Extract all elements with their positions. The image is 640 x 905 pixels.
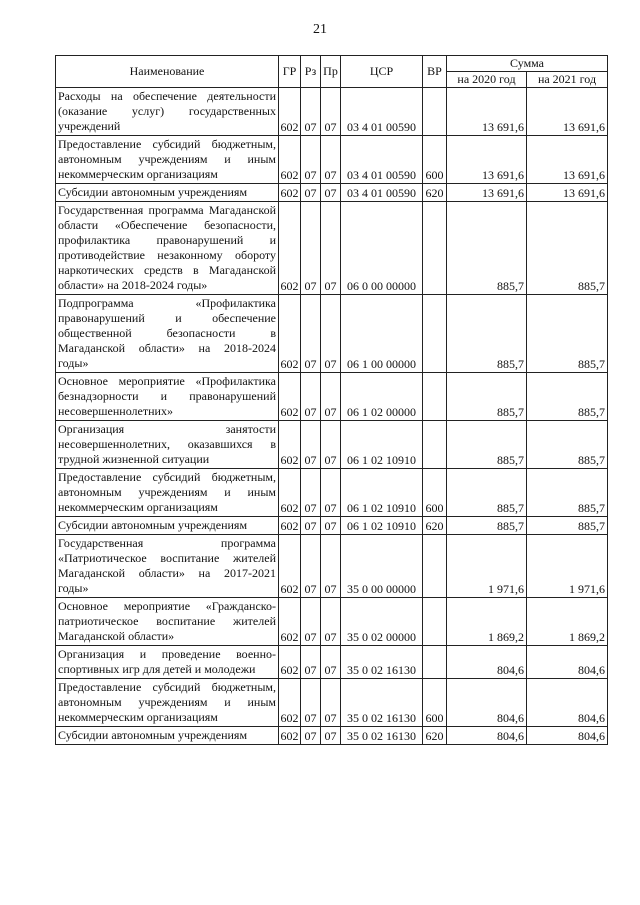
table-row — [56, 184, 608, 202]
row-sum-2020: 13 691,6 — [447, 184, 527, 202]
row-rz: 07 — [301, 469, 321, 517]
header-name: Наименование — [56, 56, 279, 88]
row-sum-2020: 885,7 — [447, 295, 527, 373]
row-sum-2020: 1 869,2 — [447, 598, 527, 646]
row-gr: 602 — [279, 469, 301, 517]
row-pr: 07 — [321, 727, 341, 745]
table-row — [56, 88, 608, 136]
row-rz: 07 — [301, 535, 321, 598]
row-name: Организация и проведение военно-спортивных игр для детей и молодежи — [56, 646, 279, 679]
row-name: Подпрограмма «Профилактика правонарушений и обеспечение общественной безопасности в Магаданской области» на 2018-2024 годы» — [56, 295, 279, 373]
row-pr: 07 — [321, 295, 341, 373]
row-sum-2021: 1 869,2 — [527, 598, 608, 646]
row-rz: 07 — [301, 136, 321, 184]
table-row — [56, 535, 608, 598]
row-rz: 07 — [301, 598, 321, 646]
row-pr: 07 — [321, 373, 341, 421]
row-sum-2021: 13 691,6 — [527, 136, 608, 184]
table-row — [56, 469, 608, 517]
row-sum-2021: 13 691,6 — [527, 88, 608, 136]
row-rz: 07 — [301, 295, 321, 373]
table-row — [56, 202, 608, 295]
row-gr: 602 — [279, 727, 301, 745]
row-rz: 07 — [301, 373, 321, 421]
row-sum-2021: 885,7 — [527, 373, 608, 421]
row-csr: 03 4 01 00590 — [341, 136, 423, 184]
row-sum-2020: 885,7 — [447, 421, 527, 469]
row-sum-2020: 13 691,6 — [447, 136, 527, 184]
row-sum-2021: 804,6 — [527, 646, 608, 679]
row-sum-2021: 1 971,6 — [527, 535, 608, 598]
row-name: Предоставление субсидий бюджетным, автономным учреждениям и иным некоммерческим организациям — [56, 469, 279, 517]
row-rz: 07 — [301, 202, 321, 295]
row-pr: 07 — [321, 646, 341, 679]
table-row — [56, 679, 608, 727]
row-vr: 620 — [423, 727, 447, 745]
row-csr: 06 0 00 00000 — [341, 202, 423, 295]
row-csr: 06 1 02 10910 — [341, 517, 423, 535]
row-vr — [423, 535, 447, 598]
row-csr: 35 0 00 00000 — [341, 535, 423, 598]
row-sum-2021: 885,7 — [527, 469, 608, 517]
header-vr: ВР — [423, 56, 447, 88]
table-row — [56, 421, 608, 469]
row-pr: 07 — [321, 136, 341, 184]
row-sum-2021: 885,7 — [527, 202, 608, 295]
row-gr: 602 — [279, 136, 301, 184]
row-pr: 07 — [321, 469, 341, 517]
header-gr: ГР — [279, 56, 301, 88]
row-vr — [423, 202, 447, 295]
row-pr: 07 — [321, 421, 341, 469]
row-vr — [423, 373, 447, 421]
row-csr: 35 0 02 16130 — [341, 646, 423, 679]
row-name: Субсидии автономным учреждениям — [56, 517, 279, 535]
header-sum: Сумма — [447, 56, 608, 72]
row-sum-2020: 885,7 — [447, 517, 527, 535]
row-pr: 07 — [321, 679, 341, 727]
header-year-2020: на 2020 год — [447, 72, 527, 88]
row-sum-2021: 885,7 — [527, 517, 608, 535]
row-csr: 06 1 02 10910 — [341, 421, 423, 469]
row-gr: 602 — [279, 517, 301, 535]
row-pr: 07 — [321, 88, 341, 136]
row-pr: 07 — [321, 535, 341, 598]
row-vr: 620 — [423, 184, 447, 202]
row-csr: 35 0 02 16130 — [341, 679, 423, 727]
row-name: Государственная программа Магаданской области «Обеспечение безопасности, профилактика правонарушений и противодействие незаконному обороту наркотических средств в Магаданской области» на 2018-2024 годы» — [56, 202, 279, 295]
row-gr: 602 — [279, 421, 301, 469]
row-vr — [423, 598, 447, 646]
row-gr: 602 — [279, 598, 301, 646]
row-sum-2020: 885,7 — [447, 373, 527, 421]
row-sum-2021: 13 691,6 — [527, 184, 608, 202]
row-sum-2021: 804,6 — [527, 727, 608, 745]
row-vr: 620 — [423, 517, 447, 535]
row-vr: 600 — [423, 679, 447, 727]
row-csr: 06 1 02 10910 — [341, 469, 423, 517]
table-row — [56, 136, 608, 184]
row-gr: 602 — [279, 679, 301, 727]
row-sum-2021: 885,7 — [527, 295, 608, 373]
table-row — [56, 727, 608, 745]
row-gr: 602 — [279, 373, 301, 421]
table-row — [56, 295, 608, 373]
row-pr: 07 — [321, 184, 341, 202]
header-rz: Рз — [301, 56, 321, 88]
table-row — [56, 517, 608, 535]
row-sum-2020: 804,6 — [447, 679, 527, 727]
row-gr: 602 — [279, 646, 301, 679]
row-rz: 07 — [301, 88, 321, 136]
row-name: Субсидии автономным учреждениям — [56, 184, 279, 202]
row-vr: 600 — [423, 136, 447, 184]
row-vr — [423, 646, 447, 679]
row-rz: 07 — [301, 646, 321, 679]
row-sum-2020: 1 971,6 — [447, 535, 527, 598]
table-row — [56, 373, 608, 421]
page-number: 21 — [313, 22, 327, 37]
row-vr — [423, 421, 447, 469]
header-pr: Пр — [321, 56, 341, 88]
row-sum-2021: 804,6 — [527, 679, 608, 727]
row-name: Основное мероприятие «Профилактика безнадзорности и правонарушений несовершеннолетних» — [56, 373, 279, 421]
row-rz: 07 — [301, 517, 321, 535]
row-name: Основное мероприятие «Гражданско-патриотическое воспитание жителей Магаданской области» — [56, 598, 279, 646]
row-rz: 07 — [301, 421, 321, 469]
row-csr: 03 4 01 00590 — [341, 184, 423, 202]
row-name: Субсидии автономным учреждениям — [56, 727, 279, 745]
row-gr: 602 — [279, 295, 301, 373]
row-name: Расходы на обеспечение деятельности (оказание услуг) государственных учреждений — [56, 88, 279, 136]
budget-table — [55, 55, 608, 745]
row-pr: 07 — [321, 517, 341, 535]
row-gr: 602 — [279, 535, 301, 598]
table-body — [56, 88, 608, 745]
row-sum-2020: 885,7 — [447, 469, 527, 517]
row-vr — [423, 295, 447, 373]
row-csr: 03 4 01 00590 — [341, 88, 423, 136]
row-gr: 602 — [279, 202, 301, 295]
row-csr: 06 1 02 00000 — [341, 373, 423, 421]
row-sum-2020: 804,6 — [447, 727, 527, 745]
row-csr: 35 0 02 00000 — [341, 598, 423, 646]
row-sum-2020: 13 691,6 — [447, 88, 527, 136]
row-gr: 602 — [279, 184, 301, 202]
row-rz: 07 — [301, 184, 321, 202]
row-rz: 07 — [301, 727, 321, 745]
row-name: Предоставление субсидий бюджетным, автономным учреждениям и иным некоммерческим организациям — [56, 136, 279, 184]
row-sum-2020: 804,6 — [447, 646, 527, 679]
table-row — [56, 646, 608, 679]
header-csr: ЦСР — [341, 56, 423, 88]
row-pr: 07 — [321, 202, 341, 295]
row-sum-2021: 885,7 — [527, 421, 608, 469]
row-gr: 602 — [279, 88, 301, 136]
row-rz: 07 — [301, 679, 321, 727]
row-name: Предоставление субсидий бюджетным, автономным учреждениям и иным некоммерческим организациям — [56, 679, 279, 727]
row-name: Государственная программа «Патриотическое воспитание жителей Магаданской области» на 2017-2021 годы» — [56, 535, 279, 598]
row-sum-2020: 885,7 — [447, 202, 527, 295]
row-vr — [423, 88, 447, 136]
row-pr: 07 — [321, 598, 341, 646]
row-csr: 35 0 02 16130 — [341, 727, 423, 745]
row-vr: 600 — [423, 469, 447, 517]
row-csr: 06 1 00 00000 — [341, 295, 423, 373]
header-year-2021: на 2021 год — [527, 72, 608, 88]
table-row — [56, 598, 608, 646]
row-name: Организация занятости несовершеннолетних, оказавшихся в трудной жизненной ситуации — [56, 421, 279, 469]
